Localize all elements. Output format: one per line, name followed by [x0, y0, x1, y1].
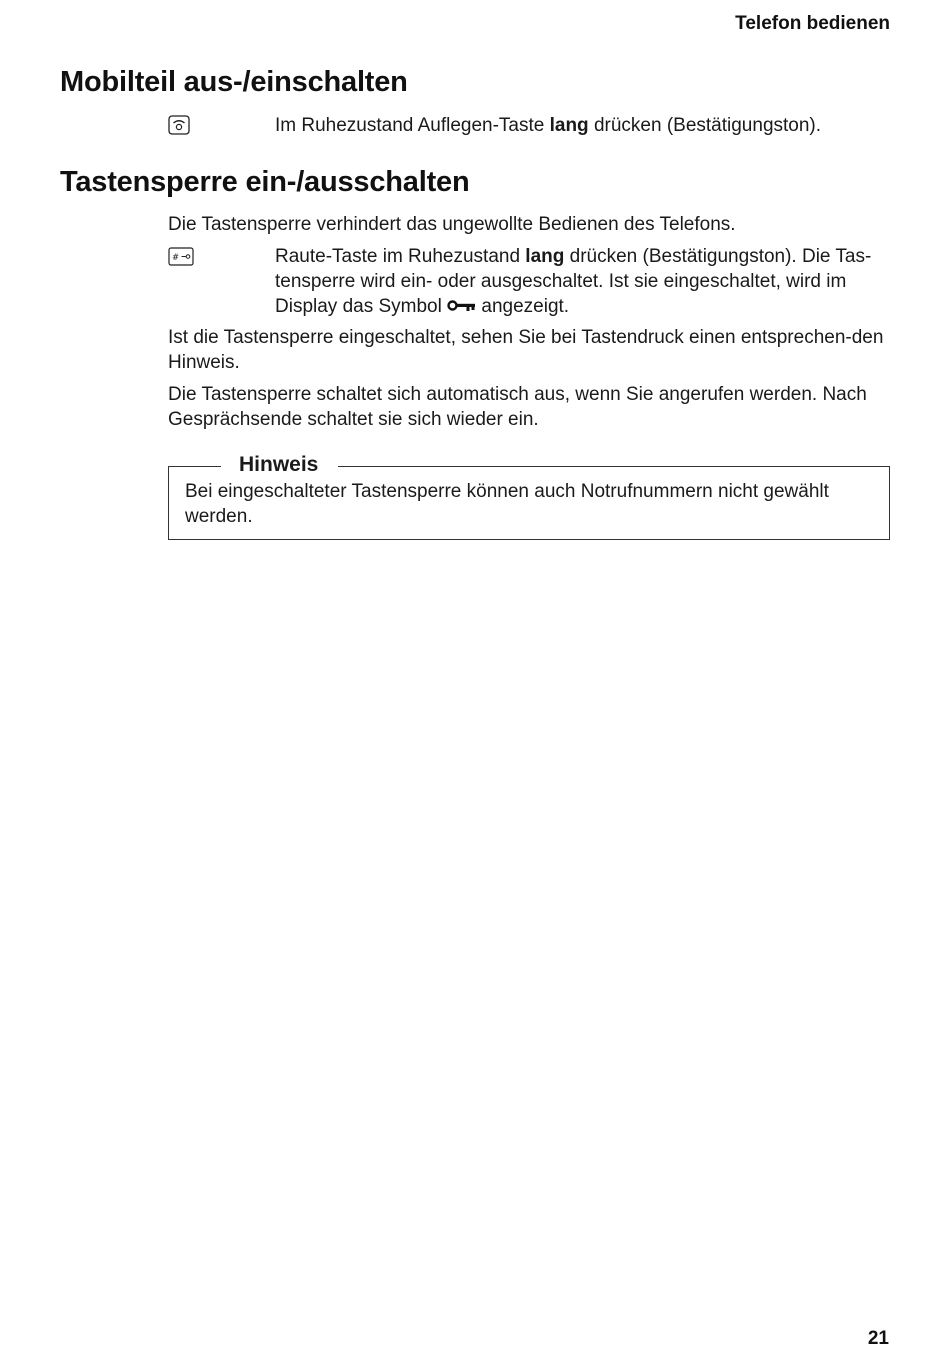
- key-lock-icon: [447, 294, 476, 319]
- running-header: Telefon bedienen: [735, 13, 890, 34]
- section-title-keylock: Tastensperre ein-/ausschalten: [60, 166, 470, 198]
- end-call-key-icon: [168, 115, 190, 140]
- step-power: [168, 113, 890, 138]
- step-power-text: Im Ruhezustand Auflegen-Taste lang drücken (Bestätigungston).: [275, 115, 822, 136]
- svg-text:#: #: [172, 253, 180, 263]
- page-number: 21: [867, 1328, 889, 1349]
- keylock-para2: Die Tastensperre schaltet sich automatisch aus, wenn Sie angerufen werden. Nach Gesprächsende schaltet sie sich wieder ein.: [168, 384, 867, 430]
- keylock-intro: Die Tastensperre verhindert das ungewollte Bedienen des Telefons.: [168, 214, 736, 235]
- hint-box: [168, 453, 890, 540]
- hint-text: Bei eingeschalteter Tastensperre können auch Notrufnummern nicht gewählt werden.: [185, 481, 829, 527]
- step-keylock-text: Raute-Taste im Ruhezustand lang drücken (Bestätigungston). Die Tas-tensperre wird ein- oder ausgeschaltet. Ist sie eingeschaltet, wird im Display das Symbol angezeigt.: [275, 244, 890, 319]
- step-keylock: [168, 244, 890, 319]
- hint-title: Hinweis: [221, 452, 338, 478]
- keylock-para1: Ist die Tastensperre eingeschaltet, sehen Sie bei Tastendruck einen entsprechen-den Hinweis.: [168, 327, 884, 373]
- section-title-power: Mobilteil aus-/einschalten: [60, 66, 408, 98]
- hash-lock-key-icon: [168, 247, 194, 271]
